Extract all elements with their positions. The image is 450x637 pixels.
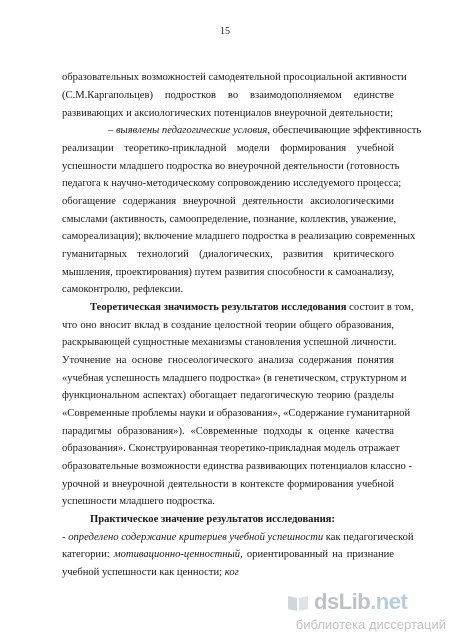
- text-line: [62, 177, 402, 191]
- text-segment: «Современные проблемы науки и образования», «Содержание гуманитарной: [62, 408, 411, 419]
- text-line: [62, 89, 394, 103]
- text-line: [62, 354, 394, 368]
- bold-text: Теоретическая значимость результатов исследования: [90, 302, 347, 313]
- italic-text: мотивационно-ценностный: [113, 549, 241, 560]
- text-segment: педагога к научно-методическому сопровождению исследуемого процесса;: [62, 178, 402, 189]
- text-segment: самореализация); включение младшего подростка в реализацию современных: [62, 231, 416, 242]
- book-icon: [286, 593, 310, 613]
- text-line: [62, 478, 394, 492]
- text-segment: успешности младшего подростка.: [62, 496, 215, 507]
- text-line: [62, 389, 394, 403]
- text-segment: что оно вносит вклад в создание целостной теории общего образования,: [62, 320, 394, 331]
- watermark-logo-accent: .net: [370, 589, 408, 614]
- text-segment: –: [108, 125, 116, 136]
- text-line: [62, 566, 394, 580]
- text-segment: парадигмы образования»). «Современные подходы к оценке качества: [62, 426, 394, 437]
- italic-text: ког: [224, 567, 239, 578]
- text-segment: учебной успешности как ценности;: [62, 567, 225, 578]
- text-line: [62, 248, 394, 262]
- text-segment: как педагогической: [323, 532, 414, 543]
- italic-text: определено содержание критериев учебной успешности: [68, 532, 324, 543]
- text-segment: функциональном аспектах) обогащает педагогическую теорию (разделы: [62, 390, 394, 401]
- text-line: [90, 513, 394, 527]
- text-line: [62, 142, 394, 156]
- text-segment: гуманитарных технологий (диалогических, развития критического: [62, 249, 394, 260]
- text-line: [62, 319, 394, 333]
- text-segment: раскрывающей сущностные механизмы становления успешной личности.: [62, 337, 397, 348]
- text-segment: Уточнение на основе гносеологического анализа содержания понятия: [62, 355, 394, 366]
- text-line: [62, 548, 394, 562]
- text-segment: образовательные возможности единства развивающих потенциалов классно -: [62, 461, 412, 472]
- text-line: [62, 425, 394, 439]
- watermark: [286, 589, 446, 635]
- text-segment: (С.М.Каргапольцев) подростков во взаимодополняемом единстве: [62, 90, 394, 101]
- text-line: [62, 495, 394, 509]
- text-segment: урочной и внеурочной деятельности в контексте формирования учебной: [62, 479, 394, 490]
- text-segment: успешности младшего подростка во внеурочной деятельности (готовность: [62, 161, 400, 172]
- text-segment: «учебная успешность младшего подростка» (в генетическом, структурном и: [62, 373, 407, 384]
- text-segment: , ориентированный на признание: [240, 549, 394, 560]
- text-line: [62, 107, 394, 121]
- text-segment: , обеспечивающие эффективность: [267, 125, 422, 136]
- watermark-subtitle: библиотека диссертаций: [295, 617, 446, 632]
- text-line: [90, 301, 414, 315]
- text-line: [62, 407, 411, 421]
- text-line: [62, 336, 397, 350]
- text-line: [62, 266, 394, 280]
- text-line: [62, 460, 412, 474]
- text-line: [62, 213, 397, 227]
- italic-text: выявлены педагогические условия: [115, 125, 268, 136]
- text-segment: самоконтролю, рефлексии.: [62, 284, 184, 295]
- text-line: [62, 230, 416, 244]
- text-line: [62, 195, 394, 209]
- text-segment: образования». Сконструированная теоретико-прикладная модель отражает: [62, 443, 400, 454]
- text-segment: состоит в том,: [346, 302, 414, 313]
- text-segment: реализации теоретико-прикладной модели формирования учебной: [62, 143, 394, 154]
- text-line: [62, 442, 400, 456]
- text-line: [108, 124, 422, 138]
- watermark-logo: [314, 589, 407, 615]
- text-segment: развивающих и аксиологических потенциалов внеурочной деятельности;: [62, 108, 394, 119]
- text-segment: смыслами (активность, самоопределение, познание, коллектив, уважение,: [62, 214, 397, 225]
- text-line: [62, 372, 407, 386]
- page-number: 15: [220, 26, 230, 37]
- text-line: [62, 160, 400, 174]
- text-segment: мышления, проектирования) путем развития способности к самоанализу,: [62, 267, 394, 278]
- text-line: [62, 283, 394, 297]
- text-segment: обогащение содержания внеурочной деятельности аксиологическими: [62, 196, 394, 207]
- text-segment: образовательных возможностей самодеятельной просоциальной активности: [62, 72, 407, 83]
- text-line: [62, 71, 407, 85]
- text-segment: -: [62, 532, 69, 543]
- bold-text: Практическое значение результатов исследования:: [90, 514, 335, 525]
- text-segment: категории:: [62, 549, 114, 560]
- watermark-logo-main: dsLib: [314, 589, 371, 614]
- text-line: [62, 531, 414, 545]
